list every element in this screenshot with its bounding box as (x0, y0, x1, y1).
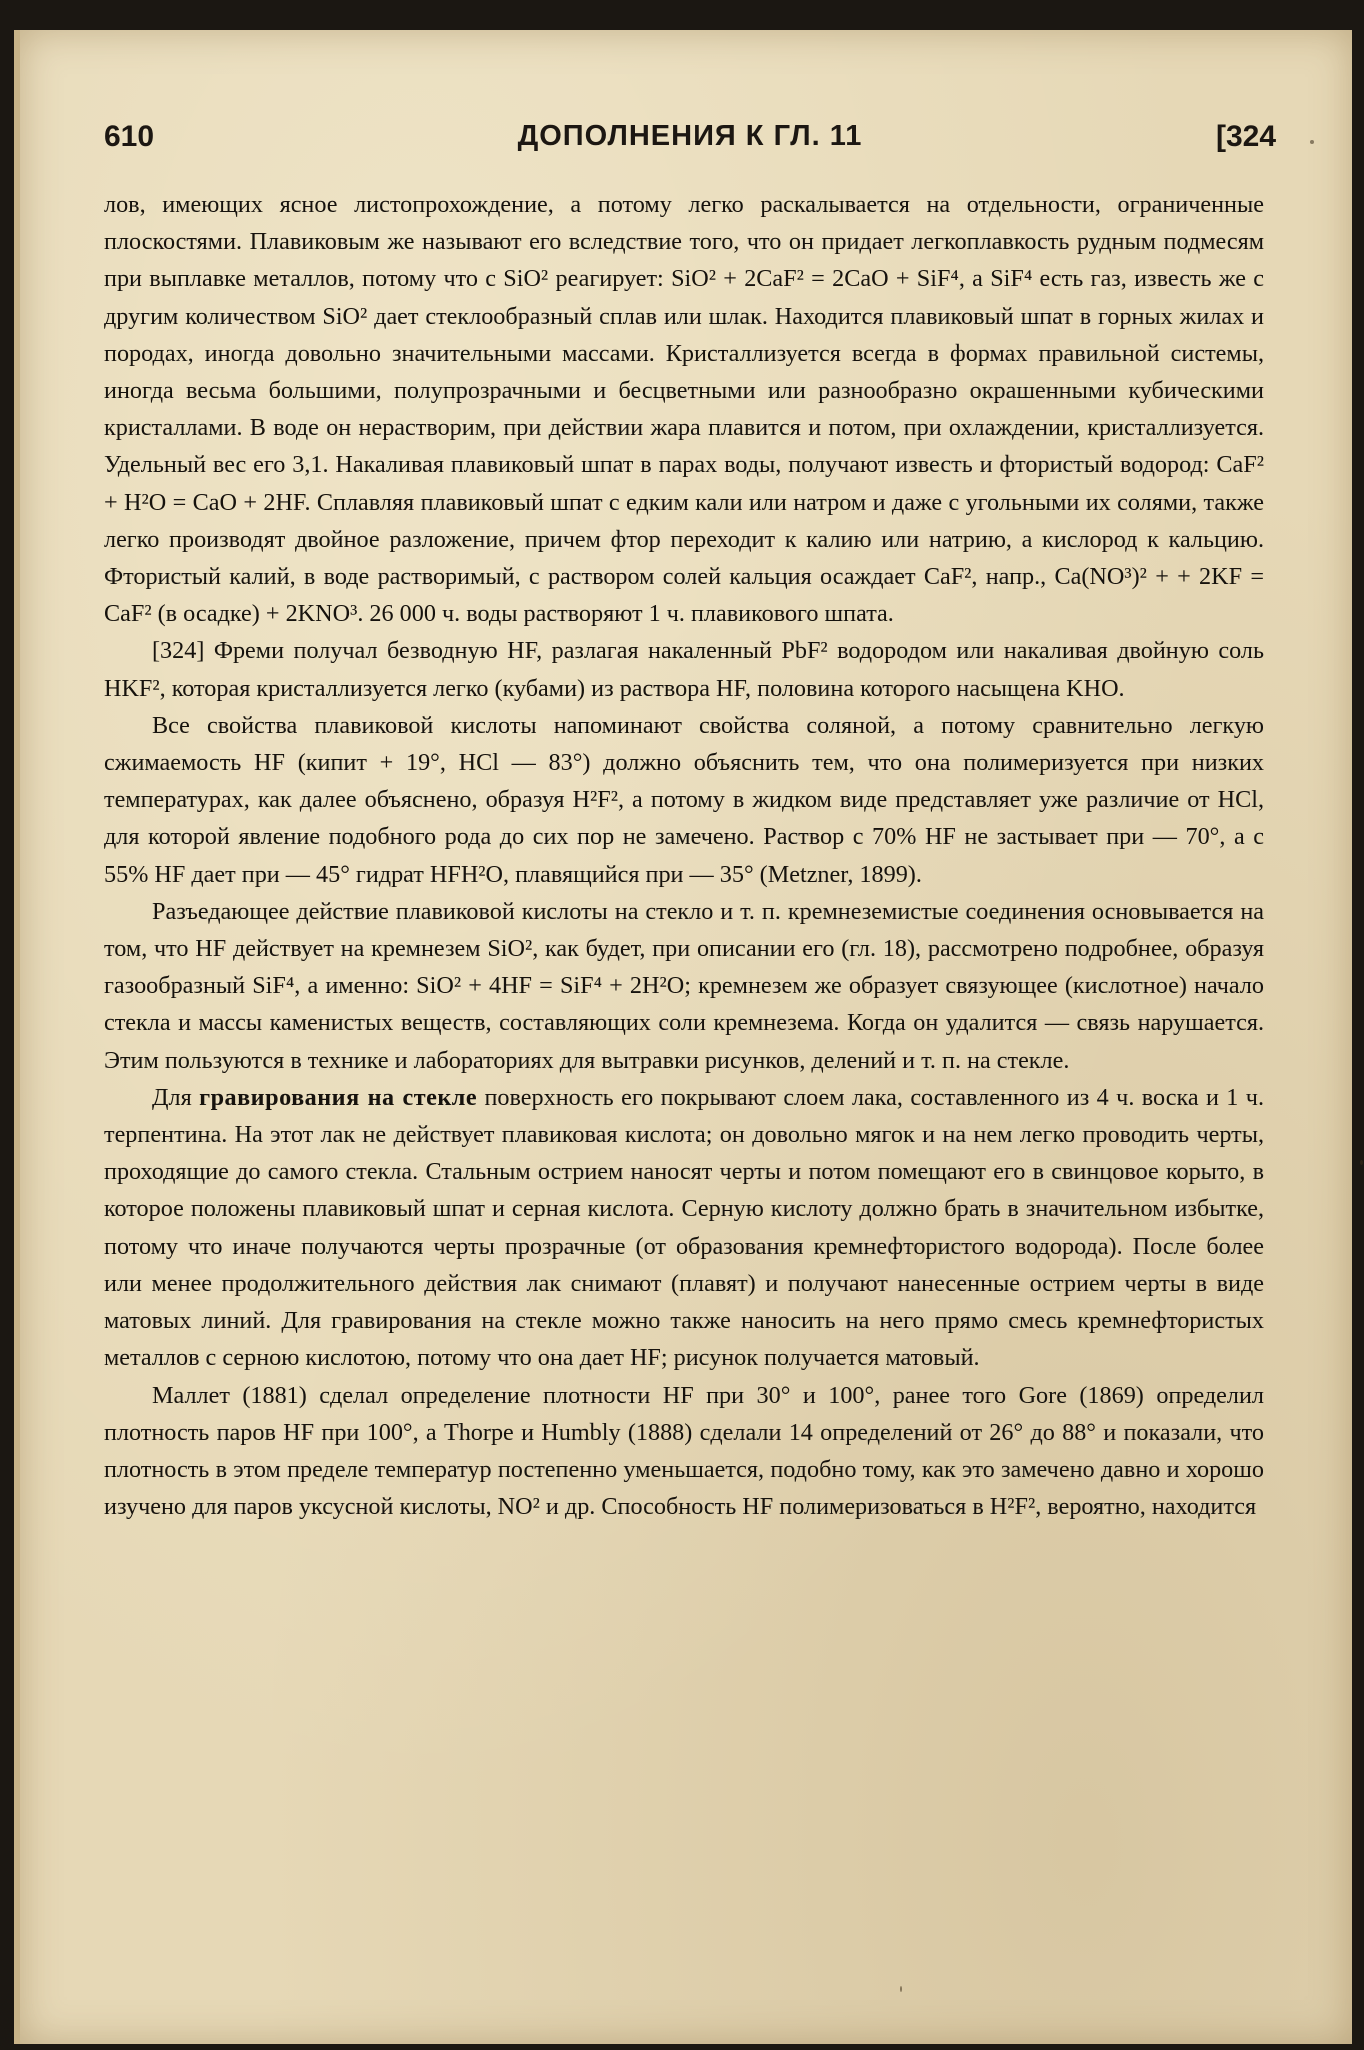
running-title: ДОПОЛНЕНИЯ К ГЛ. 11 (517, 120, 863, 152)
page-number: 610 (104, 120, 155, 153)
engraving-bold-term: гравирования на стекле (199, 1083, 478, 1111)
engraving-lead: Для (152, 1083, 200, 1111)
paper-speck (1360, 1160, 1363, 1165)
paragraph-glass-etching: Разъедающее действие плавиковой кислоты на стекло и т. п. кремнеземистые соединения основывается на том, что HF действует на кремнезем SiO², как будет, при описании его (гл. 18), рассмотрено подробнее, образуя газообразный SiF⁴, а именно: SiO² + 4HF = SiF⁴ + 2H²O; кремнезем же образует связующее (кислотное) начало стекла и массы каменистых веществ, составляющих соли кремнезема. Когда он удалится — связь нарушается. Этим пользуются в технике и лабораториях для вытравки рисунков, делений и т. п. на стекле. (104, 897, 1264, 1074)
paragraph-hf-properties: Все свойства плавиковой кислоты напоминают свойства соляной, а потому сравнительно легкую сжимаемость HF (кипит + 19°, HCl — 83°) должно объяснить тем, что она полимеризуется при низких температурах, как далее объяснено, образуя H²F², а потому в жидком виде представляет уже различие от HCl, для которой явление подобного рода до сих пор не замечено. Раствор с 70% HF не застывает при — 70°, а с 55% HF дает при — 45° гидрат HFH²O, плавящийся при — 35° (Metzner, 1899). (104, 711, 1264, 888)
engraving-text: поверхность его покрывают слоем лака, составленного из 4 ч. воска и 1 ч. терпентина. На этот лак не действует плавиковая кислота; он довольно мягок и на нем легко проводить черты, проходящие до самого стекла. Стальным острием наносят черты и потом помещают его в свинцовое корыто, в которое положены плавиковый шпат и серная кислота. Серную кислоту должно брать в значительном избытке, потому что иначе получаются черты прозрачные (от образования кремнефтористого водорода). После более или менее продолжительного действия лак снимают (плавят) и получают нанесенные острием черты в виде матовых линий. Для гравирования на стекле можно также наносить на него прямо смесь кремнефтористых металлов с серною кислотою, потому что она дает HF; рисунок получается матовый. (104, 1083, 1264, 1372)
paper-speck (900, 1986, 902, 1992)
paper-speck (1310, 140, 1314, 144)
paragraph-note-324: [324] Фреми получал безводную HF, разлагая накаленный PbF² водородом или накаливая двойную соль HKF², которая кристаллизуется легко (кубами) из раствора HF, половина которого насыщена KHO. (104, 637, 1264, 702)
page-header (104, 120, 1276, 164)
paragraph-glass-engraving (104, 1079, 1264, 1377)
paragraph-hf-density: Маллет (1881) сделал определение плотности HF при 30° и 100°, ранее того Gore (1869) определил плотность паров HF при 100°, а Thorpe и Humbly (1888) сделали 14 определений от 26° до 88° и показали, что плотность в этом пределе температур постепенно уменьшается, подобно тому, как это замечено давно и хорошо изучено для паров уксусной кислоты, NO² и др. Способность HF полимеризоваться в H²F², вероятно, находится (104, 1381, 1264, 1521)
page-body (104, 186, 1264, 1525)
section-reference: [324 (1215, 120, 1276, 153)
paragraph-fluorspar-continued: лов, имеющих ясное листопрохождение, а потому легко раскалывается на отдельности, ограниченные плоскостями. Плавиковым же называют его вследствие того, что он придает легкоплавкость рудным подмесям при выплавке металлов, потому что с SiO² реагирует: SiO² + 2CaF² = 2CaO + SiF⁴, а SiF⁴ есть газ, известь же с другим количеством SiO² дает стеклообразный сплав или шлак. Находится плавиковый шпат в горных жилах и породах, иногда довольно значительными массами. Кристаллизуется всегда в формах правильной системы, иногда весьма большими, полупрозрачными и бесцветными или разнообразно окрашенными кубическими кристаллами. В воде он нерастворим, при действии жара плавится и потом, при охлаждении, кристаллизуется. Удельный вес его 3,1. Накаливая плавиковый шпат в парах воды, получают известь и фтористый водород: CaF² + H²O = CaO + 2HF. Сплавляя плавиковый шпат с едким кали или натром и даже с угольными их солями, также легко производят двойное разложение, причем фтор переходит к калию или натрию, а кислород к кальцию. Фтористый калий, в воде растворимый, с раствором солей кальция осаждает CaF², напр., Ca(NO³)² + + 2KF = CaF² (в осадке) + 2KNO³. 26 000 ч. воды растворяют 1 ч. плавикового шпата. (104, 191, 1264, 628)
